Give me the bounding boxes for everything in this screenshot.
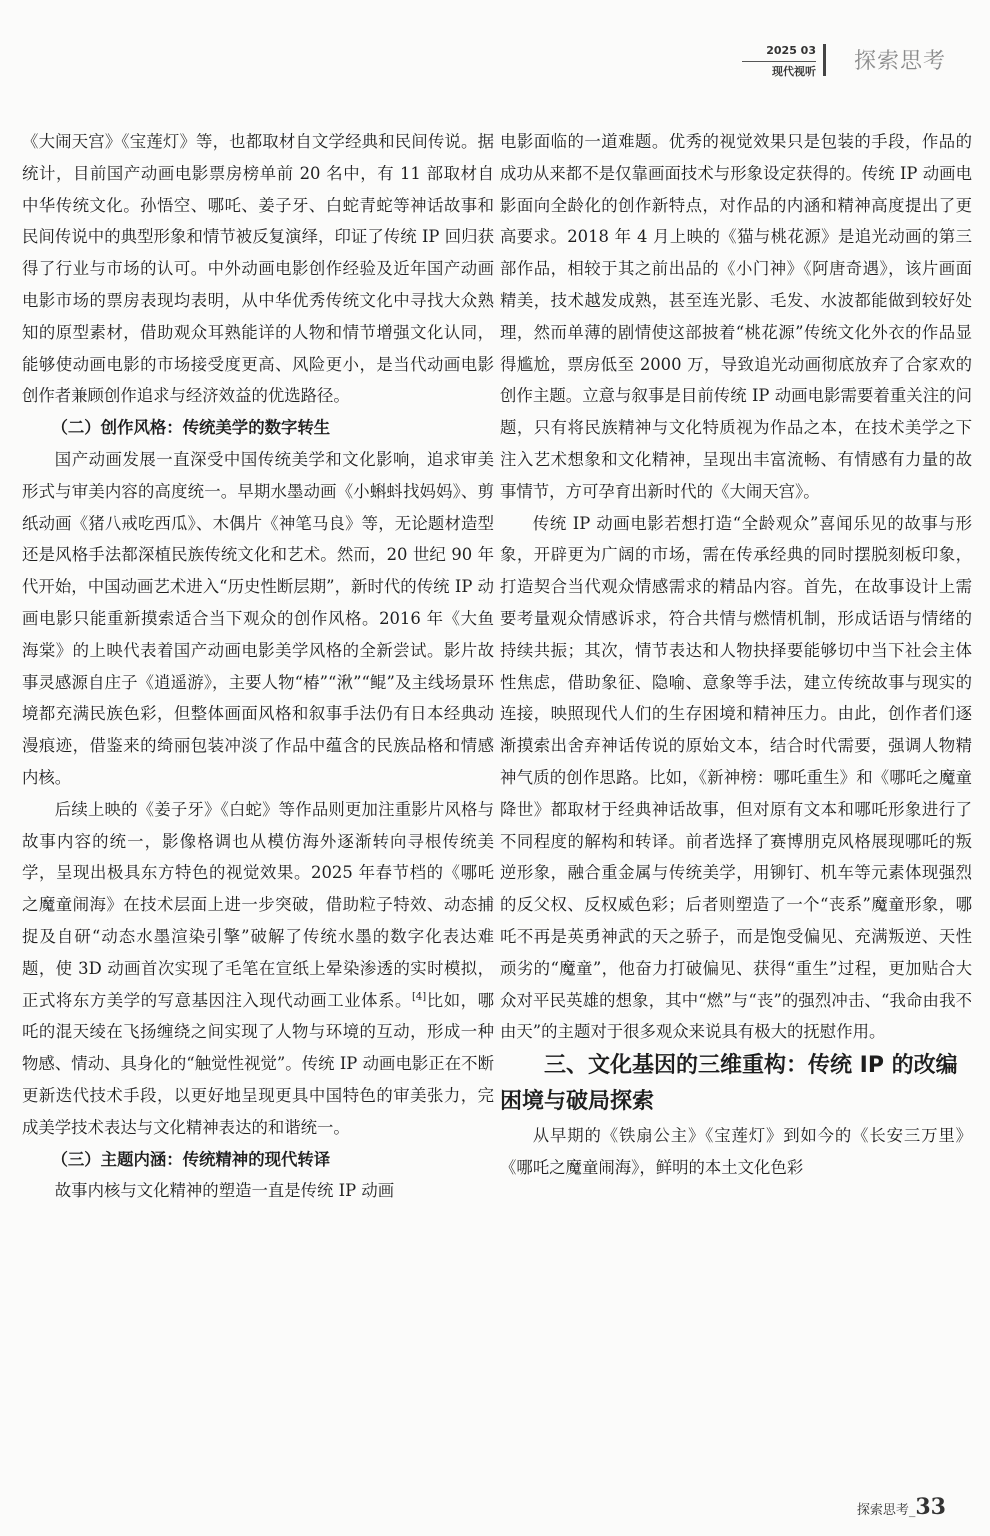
paragraph: 《大闹天宫》《宝莲灯》等，也都取材自文学经典和民间传说。据统计，目前国产动画电影票房榜单前 20 名中，有 11 部取材自中华传统文化。孙悟空、哪吒、姜子牙、白蛇青蛇等神话故事和民间传说中的典型形象和情节被反复演绎，印证了传统 IP 回归获得了行业与市场的认可。中外动画电影创作经验及近年国产动画电影市场的票房表现均表明，从中华优秀传统文化中寻找大众熟知的原型素材，借助观众耳熟能详的人物和情节增强文化认同，能够使动画电影的市场接受度更高、风险更小，是当代动画电影创作者兼顾创作追求与经济效益的优选路径。 [22, 132, 494, 406]
footer-separator: _ [908, 1503, 916, 1518]
paragraph: 国产动画发展一直深受中国传统美学和文化影响，追求审美形式与审美内容的高度统一。早期水墨动画《小蝌蚪找妈妈》、剪纸动画《猪八戒吃西瓜》、木偶片《神笔马良》等，无论题材造型还是风格手法都深植民族传统文化和艺术。然而，20 世纪 90 年代开始，中国动画艺术进入“历史性断层期”，新时代的传统 IP 动画电影只能重新摸索适合当下观众的创作风格。2016 年《大鱼海棠》的上映代表着国产动画电影美学风格的全新尝试。影片故事灵感源自庄子《逍遥游》，主要人物“椿”“湫”“鲲”及主线场景环境都充满民族色彩，但整体画面风格和叙事手法仍有日本经典动漫痕迹，借鉴来的绮丽包装冲淡了作品中蕴含的民族品格和情感内核。 [22, 449, 494, 787]
header-divider [823, 44, 826, 76]
magazine-name: 现代视听 [772, 65, 816, 78]
paragraph [22, 794, 494, 1144]
page-footer [857, 1494, 946, 1520]
paragraph-text: 比如，哪吒的混天绫在飞扬缠绕之间实现了人物与环境的互动，形成一种物感、情动、具身化的“触觉性视觉”。传统 IP 动画电影正在不断更新迭代技术手段，以更好地呈现更具中国特色的审美张力，完成美学技术表达与文化精神表达的和谐统一。 [22, 990, 495, 1137]
footer-label: 探索思考 [856, 1503, 909, 1518]
section-label: 探索思考 [853, 49, 946, 74]
issue-label: 2025 03 [766, 44, 816, 57]
page-header [706, 38, 946, 78]
paragraph: 电影面临的一道难题。优秀的视觉效果只是包装的手段，作品的成功从来都不是仅靠画面技术与形象设定获得的。传统 IP 动画电影面向全龄化的创作新特点，对作品的内涵和精神高度提出了更高要求。2018 年 4 月上映的《猫与桃花源》是追光动画的第三部作品，相较于其之前出品的《小门神》《阿唐奇遇》，该片画面精美，技术越发成熟，甚至连光影、毛发、水波都能做到较好处理，然而单薄的剧情使这部披着“桃花源”传统文化外衣的作品显得尴尬，票房低至 2000 万，导致追光动画彻底放弃了合家欢的创作主题。立意与叙事是目前传统 IP 动画电影需要着重关注的问题，只有将民族精神与文化特质视为作品之本，在技术美学之下注入艺术想象和文化精神，呈现出丰富流畅、有情感有力量的故事情节，方可孕育出新时代的《大闹天宫》。 [500, 132, 972, 501]
paragraph: 传统 IP 动画电影若想打造“全龄观众”喜闻乐见的故事与形象，开辟更为广阔的市场，需在传承经典的同时摆脱刻板印象，打造契合当代观众情感需求的精品内容。首先，在故事设计上需要考量观众情感诉求，符合共情与燃情机制，形成话语与情绪的持续共振；其次，情节表达和人物抉择要能够切中当下社会主体性焦虑，借助象征、隐喻、意象等手法，建立传统故事与现实的连接，映照现代人们的生存困境和精神压力。由此，创作者们逐渐摸索出舍弃神话传说的原始文本，结合时代需要，强调人物精神气质的创作思路。比如，《新神榜：哪吒重生》和《哪吒之魔童降世》都取材于经典神话故事，但对原有文本和哪吒形象进行了不同程度的解构和转译。前者选择了赛博朋克风格展现哪吒的叛逆形象，融合重金属与传统美学，用铆钉、机车等元素体现强烈的反父权、反权威色彩；后者则塑造了一个“丧系”魔童形象，哪吒不再是英勇神武的天之骄子，而是饱受偏见、充满叛逆、天性顽劣的“魔童”，他奋力打破偏见、获得“重生”过程，更加贴合大众对平民英雄的想象，其中“燃”与“丧”的强烈冲击、“我命由我不由天”的主题对于很多观众来说具有极大的抚慰作用。 [500, 513, 972, 1042]
subheading-theme: （三）主题内涵：传统精神的现代转译 [51, 1149, 331, 1169]
header-rule [742, 61, 816, 62]
citation-marker: [4] [412, 991, 427, 1003]
right-column [500, 126, 972, 1184]
left-column [22, 126, 494, 1207]
section-heading: 三、文化基因的三维重构：传统 IP 的改编困境与破局探索 [500, 1053, 958, 1115]
subheading-creative-style: （二）创作风格：传统美学的数字转生 [51, 418, 331, 438]
paragraph-text: 后续上映的《姜子牙》《白蛇》等作品则更加注重影片风格与故事内容的统一，影像格调也从模仿海外逐渐转向寻根传统美学，呈现出极具东方特色的视觉效果。2025 年春节档的《哪吒之魔童闹海》在技术层面上进一步突破，借助粒子特效、动态捕捉及自研“动态水墨渲染引擎”破解了传统水墨的数字化表达难题，使 3D 动画首次实现了毛笔在宣纸上晕染渗透的实时模拟，正式将东方美学的写意基因注入现代动画工业体系。 [22, 799, 494, 1010]
paragraph: 从早期的《铁扇公主》《宝莲灯》到如今的《长安三万里》《哪吒之魔童闹海》，鲜明的本土文化色彩 [500, 1126, 972, 1177]
paragraph: 故事内核与文化精神的塑造一直是传统 IP 动画 [54, 1181, 395, 1201]
page-number: 33 [915, 1494, 946, 1520]
